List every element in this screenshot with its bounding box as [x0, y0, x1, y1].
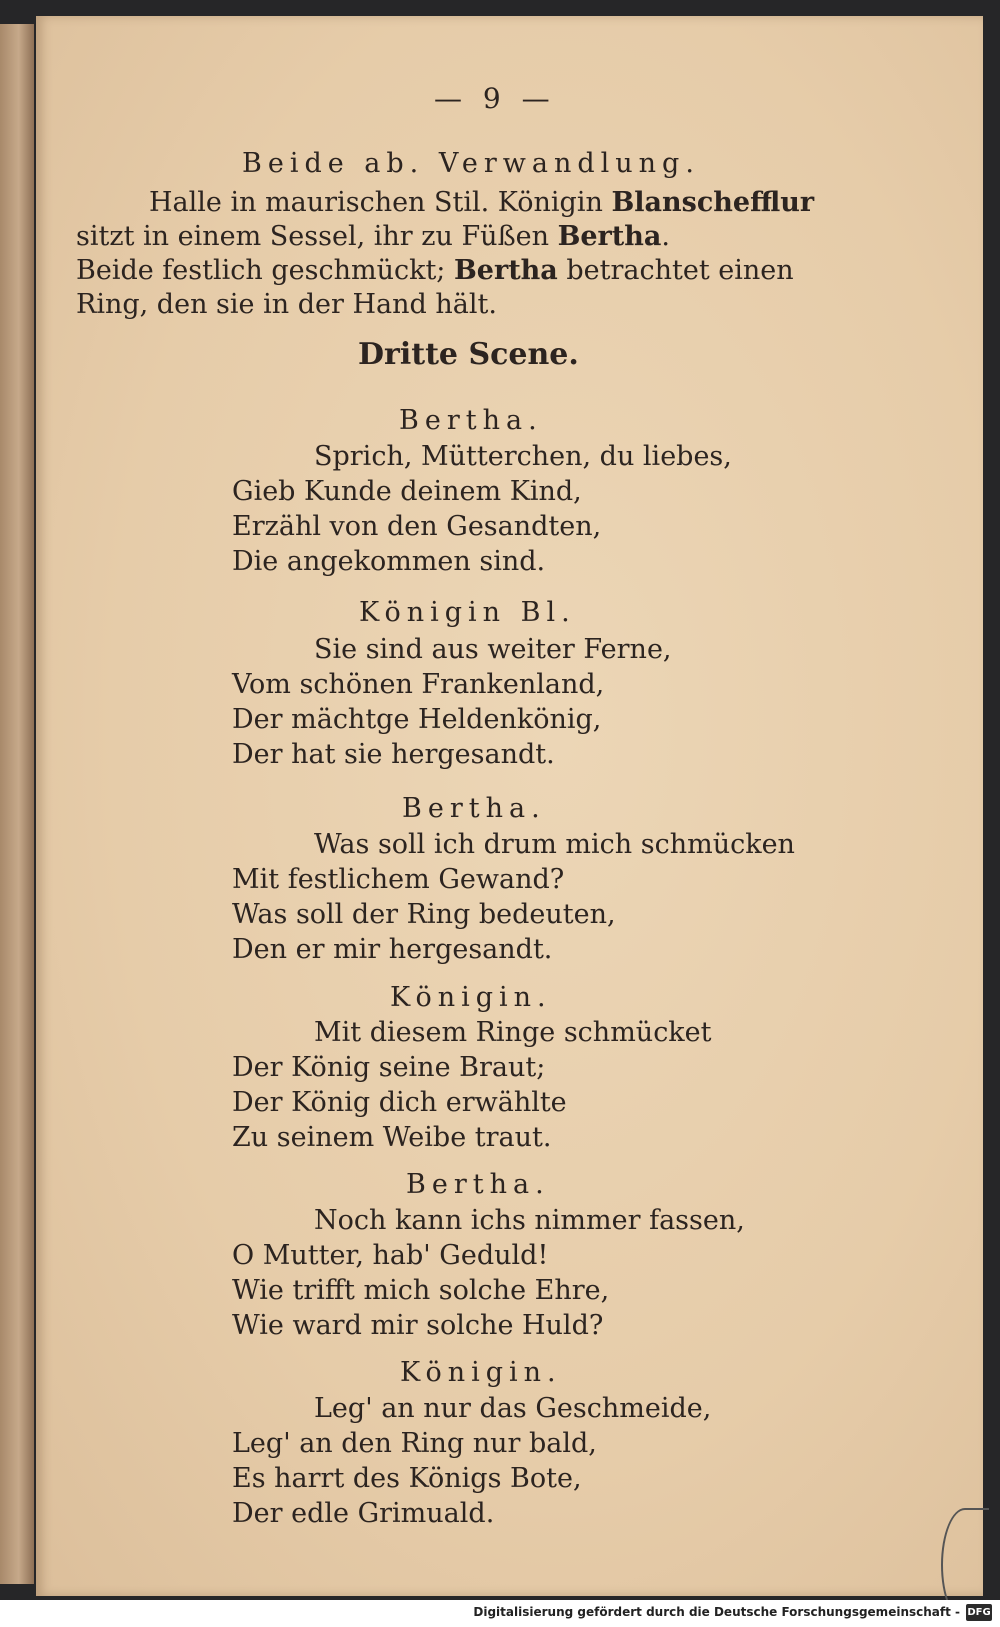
funding-credit: Digitalisierung gefördert durch die Deutsche Forschungsgemeinschaft -	[473, 1605, 960, 1619]
dfg-logo: DFG	[966, 1604, 992, 1621]
verse-line: Der edle Grimuald.	[232, 1498, 495, 1529]
verse-line: Wie ward mir solche Huld?	[232, 1310, 604, 1341]
verse-line: Was soll der Ring bedeuten,	[232, 899, 616, 930]
character-name: Bertha	[557, 221, 662, 252]
verse-line: Es harrt des Königs Bote,	[232, 1463, 582, 1494]
stage-direction-text: Beide festlich geschmückt;	[76, 255, 454, 286]
verse-line: Der hat sie hergesandt.	[232, 739, 555, 770]
stage-direction-text: betrachtet einen	[557, 255, 794, 286]
book-page	[36, 16, 983, 1596]
stage-direction-text: sitzt in einem Sessel, ihr zu Füßen	[76, 221, 558, 252]
character-name: Blanschefflur	[611, 187, 815, 218]
verse-line: Noch kann ichs nimmer fassen,	[314, 1205, 745, 1236]
stage-direction-line	[149, 186, 814, 220]
verse-line: Wie trifft mich solche Ehre,	[232, 1275, 610, 1306]
scene-heading: Dritte Scene.	[358, 337, 579, 372]
verse-line: Gieb Kunde deinem Kind,	[232, 476, 582, 507]
page-text	[36, 16, 983, 1596]
verse-line: Der mächtge Heldenkönig,	[232, 704, 602, 735]
stage-direction-line	[76, 220, 670, 254]
verse-line: Leg' an nur das Geschmeide,	[314, 1393, 712, 1424]
verse-line: Sie sind aus weiter Ferne,	[314, 634, 672, 665]
footer-bar	[0, 1600, 1000, 1627]
speaker-name: Königin Bl.	[359, 597, 576, 628]
stage-direction-line: Ring, den sie in der Hand hält.	[76, 289, 497, 320]
verse-line: Vom schönen Frankenland,	[232, 669, 605, 700]
page-number: — 9 —	[434, 82, 556, 115]
verse-line: Sprich, Mütterchen, du liebes,	[314, 441, 732, 472]
speaker-name: Bertha.	[399, 405, 543, 436]
stage-direction-line: Beide ab. Verwandlung.	[242, 148, 700, 179]
speaker-name: Königin.	[400, 1357, 562, 1388]
stage-direction-line	[76, 254, 794, 288]
verse-line: O Mutter, hab' Geduld!	[232, 1240, 549, 1271]
verse-line: Was soll ich drum mich schmücken	[314, 829, 795, 860]
left-page-edge	[0, 24, 34, 1584]
speaker-name: Königin.	[390, 982, 552, 1013]
verse-line: Zu seinem Weibe traut.	[232, 1122, 552, 1153]
stage-direction-text: Halle in maurischen Stil. Königin	[149, 187, 612, 218]
character-name: Bertha	[453, 255, 558, 286]
verse-line: Die angekommen sind.	[232, 546, 546, 577]
verse-line: Den er mir hergesandt.	[232, 934, 553, 965]
speaker-name: Bertha.	[402, 793, 546, 824]
verse-line: Der König dich erwählte	[232, 1087, 567, 1118]
verse-line: Mit diesem Ringe schmücket	[314, 1017, 712, 1048]
verse-line: Erzähl von den Gesandten,	[232, 511, 602, 542]
verse-line: Der König seine Braut;	[232, 1052, 546, 1083]
speaker-name: Bertha.	[406, 1169, 550, 1200]
verse-line: Mit festlichem Gewand?	[232, 864, 565, 895]
verse-line: Leg' an den Ring nur bald,	[232, 1428, 597, 1459]
stage-direction-text: .	[661, 221, 670, 252]
